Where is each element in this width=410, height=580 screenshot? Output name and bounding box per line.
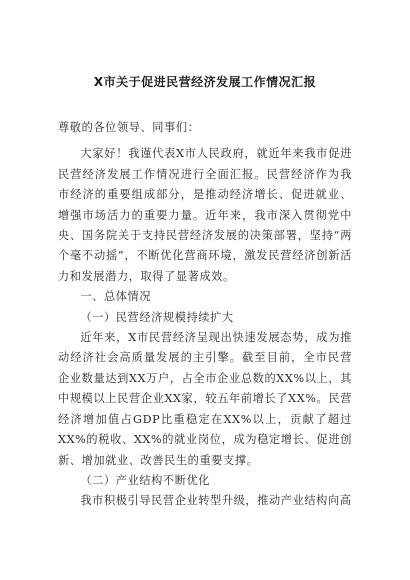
subsection-heading-structure: （二）产业结构不断优化 bbox=[80, 473, 211, 487]
document-body bbox=[58, 118, 352, 512]
document-title: X市关于促进民营经济发展工作情况汇报 bbox=[93, 75, 317, 89]
salutation: 尊敬的各位领导、同事们： bbox=[58, 121, 200, 134]
subsection-heading-scale: （一）民营经济规模持续扩大 bbox=[80, 310, 234, 324]
subsection-paragraph-scale: 近年来，X市民营经济呈现出快速发展态势，成为推动经济社会高质量发展的主引擎。截至目前，全市民营企业数量达到XX万户，占全市企业总数的XX%以上，其中规模以上民营企业XX家，较五年前增长了XX%。民营经济增加值占GDP比重稳定在XX%以上，贡献了超过XX%的税收、XX%的就业岗位，成为稳定增长、促进创新、增加就业、改善民生的重要支撑。 bbox=[58, 331, 352, 467]
intro-paragraph: 大家好！我谨代表X市人民政府，就近年来我市促进民营经济发展工作情况进行全面汇报。民营经济作为我市经济的重要组成部分，是推动经济增长、促进就业、增强市场活力的重要力量。近年来，我市深入贯彻党中央、国务院关于支持民营经济发展的决策部署，坚持“两个毫不动摇”，不断优化营商环境，激发民营经济创新活力和发展潜力，取得了显著成效。 bbox=[58, 147, 352, 283]
subsection-paragraph-structure: 我市积极引导民营企业转型升级，推动产业结构向高 bbox=[80, 494, 352, 508]
section-heading-overview: 一、总体情况 bbox=[80, 290, 152, 304]
